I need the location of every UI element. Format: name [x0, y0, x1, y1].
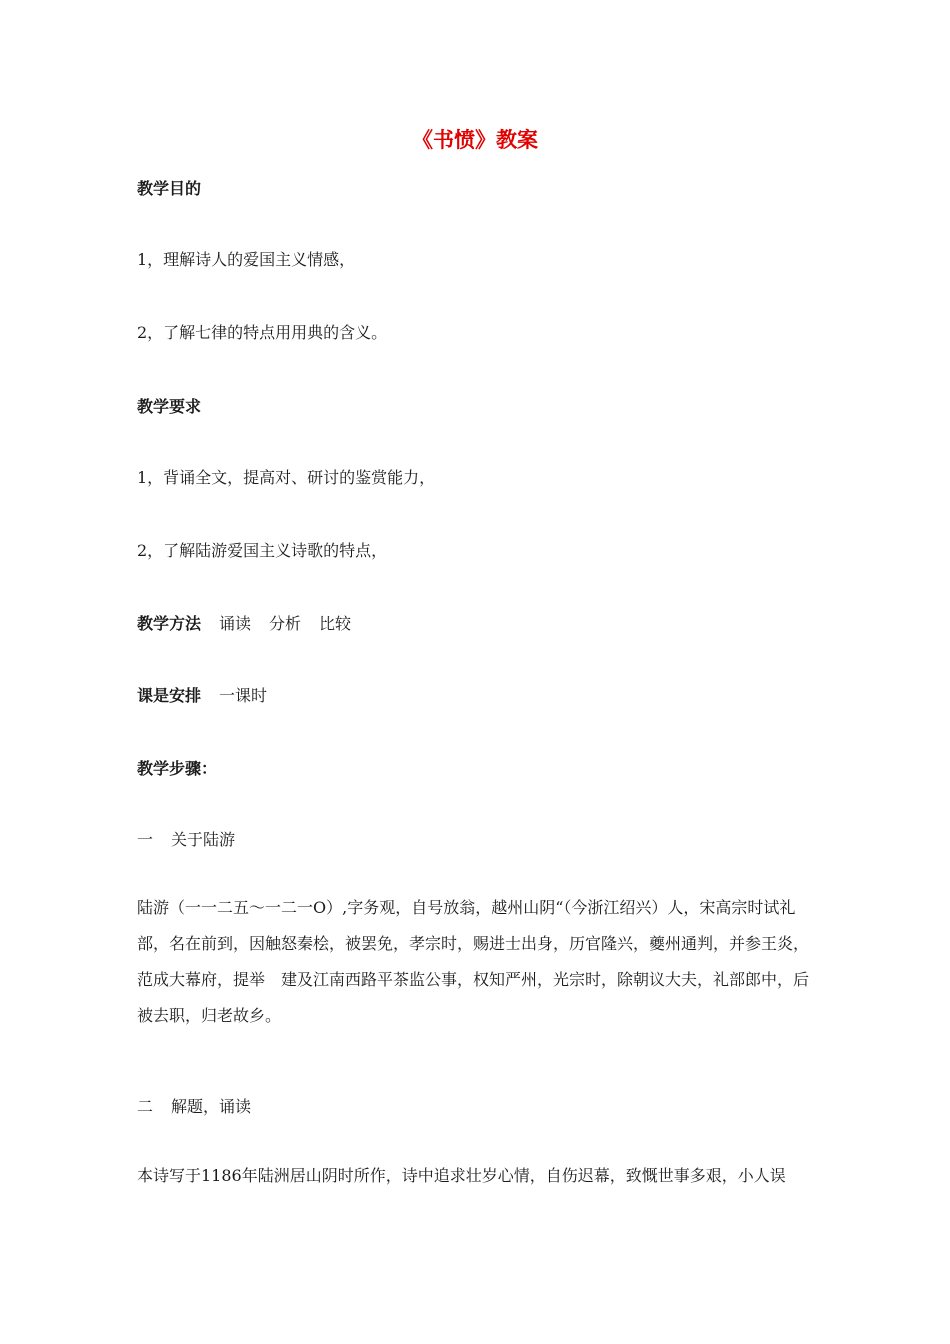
teaching-goal-item-1: 1，理解诗人的爱国主义情感，: [137, 250, 356, 269]
class-schedule-row: [137, 683, 267, 706]
section-1-heading: [137, 827, 235, 850]
teaching-requirement-item-1: 1，背诵全文，提高对、研讨的鉴赏能力，: [137, 468, 436, 487]
section-2-number: 二: [137, 1097, 154, 1116]
section-1-number: 一: [137, 830, 154, 849]
class-schedule-value: 一课时: [219, 686, 268, 705]
section-1-body: 陆游（一一二五～一二一O）,字务观，自号放翁，越州山阴“（今浙江绍兴）人，宋高宗时试礼部，名在前到，因触怒秦桧，被罢免，孝宗时，赐进士出身，历官隆兴，夔州通判，并参王炎，范成大幕府，提举 建及江南西路平茶监公事，权知严州，光宗时，除朝议大夫，礼部郎中，后被去职，归老故乡。: [137, 898, 810, 1025]
teaching-goal-item-2: 2，了解七律的特点用用典的含义。: [137, 323, 388, 342]
teaching-requirements-heading: 教学要求: [137, 397, 202, 416]
teaching-method-value-1: 诵读: [219, 614, 252, 633]
teaching-method-value-2: 分析: [269, 614, 302, 633]
teaching-requirement-item-2: 2，了解陆游爱国主义诗歌的特点，: [137, 541, 388, 560]
section-2-title: 解题，诵读: [171, 1097, 252, 1116]
teaching-method-value-3: 比较: [319, 614, 352, 633]
section-1-title: 关于陆游: [171, 830, 236, 849]
section-2-body: 本诗写于1186年陆洲居山阴时所作，诗中追求壮岁心情，自伤迟幕，致慨世事多艰，小人误: [137, 1166, 786, 1185]
teaching-steps-heading: 教学步骤：: [137, 759, 218, 778]
teaching-goal-heading: 教学目的: [137, 179, 202, 198]
teaching-method-heading: 教学方法: [137, 614, 202, 633]
section-2-heading: [137, 1094, 251, 1117]
teaching-method-row: [137, 611, 351, 634]
page-title: 《书愤》教案: [412, 128, 538, 152]
class-schedule-heading: 课是安排: [137, 686, 202, 705]
